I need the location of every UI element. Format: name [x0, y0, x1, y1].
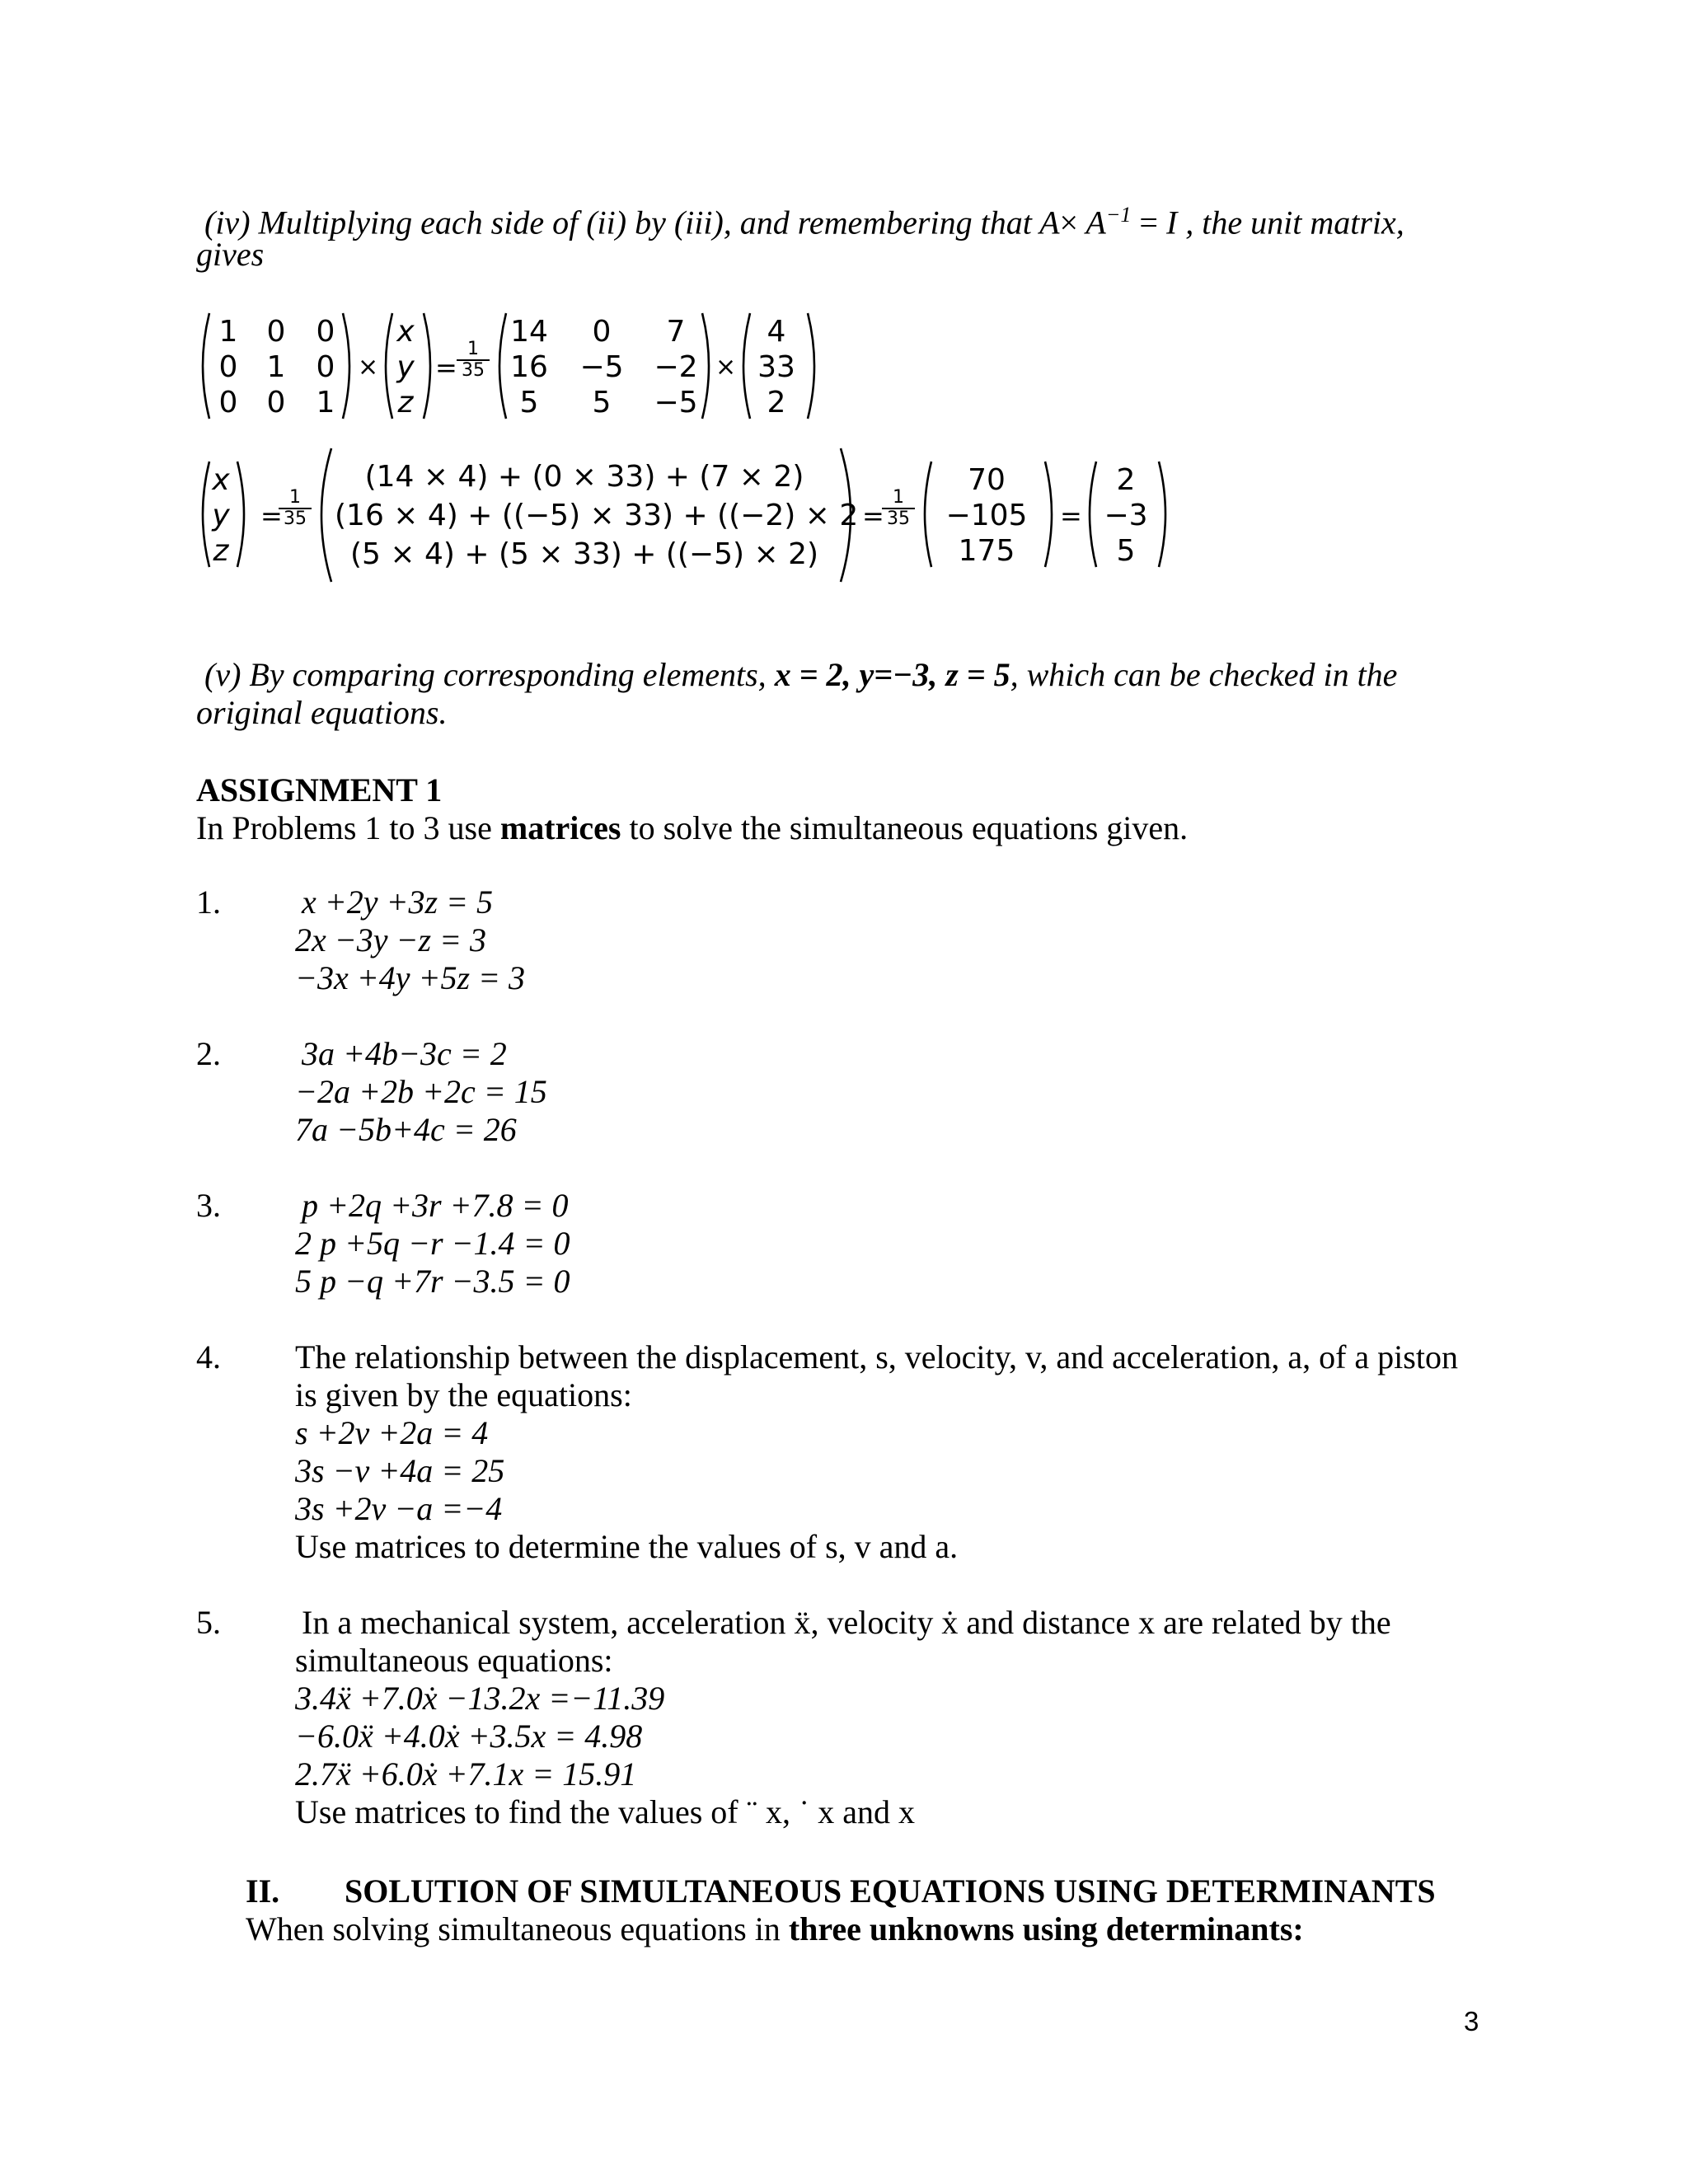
vector-cell: 175	[958, 534, 1015, 568]
times-sign: ×	[358, 353, 379, 382]
right-paren	[1157, 460, 1174, 569]
right-paren	[341, 312, 358, 420]
problem-5-equation: −6.0ẍ +4.0ẋ +3.5x = 4.98	[295, 1718, 643, 1755]
problem-3-equation: p +2q +3r +7.8 = 0	[302, 1187, 569, 1224]
left-paren	[735, 312, 752, 420]
problem-2-number: 2.	[196, 1035, 221, 1072]
vector-cell: 2	[767, 386, 786, 419]
matrix-cell: 1	[218, 315, 238, 349]
matrix-cell: 0	[218, 386, 238, 419]
matrix-cell: 1	[316, 386, 335, 419]
vector-cell: x	[212, 463, 230, 497]
equals-sign: =	[1060, 500, 1082, 532]
vector-cell: −3	[1104, 499, 1148, 532]
problem-2-equation: 3a +4b−3c = 2	[302, 1035, 507, 1072]
matrix-cell: 5	[519, 386, 539, 419]
right-paren	[839, 447, 862, 583]
fraction-one-over-35: $\frac{1}{35}$	[882, 488, 915, 529]
problem-1-equation: 2x −3y −z = 3	[295, 921, 487, 958]
matrix-cell: 14	[510, 315, 548, 349]
vector-cell: 5	[1116, 534, 1136, 568]
vector-cell: −105	[945, 499, 1028, 532]
vector-cell: 33	[757, 350, 795, 384]
vector-cell: y	[396, 350, 415, 384]
problem-5-text: In a mechanical system, acceleration ẍ, velocity ẋ and distance x are related by the	[302, 1604, 1391, 1641]
left-paren	[917, 460, 933, 569]
matrix-cell: −5	[579, 350, 624, 384]
times-sign: ×	[715, 353, 737, 382]
equals-sign: =	[260, 500, 283, 532]
matrix-cell: 0	[316, 350, 335, 384]
problem-4-number: 4.	[196, 1338, 221, 1376]
matrix-cell: 0	[266, 315, 286, 349]
product-row: (14 × 4) + (0 × 33) + (7 × 2)	[364, 460, 804, 494]
matrix-cell: 7	[666, 315, 686, 349]
problem-3-equation: 2 p +5q −r −1.4 = 0	[295, 1225, 570, 1262]
matrix-cell: 0	[218, 350, 238, 384]
problem-5-number: 5.	[196, 1604, 221, 1641]
problem-1-number: 1.	[196, 883, 221, 921]
matrix-cell: 1	[266, 350, 286, 384]
assignment-intro: In Problems 1 to 3 use matrices to solve the simultaneous equations given.	[196, 809, 1189, 846]
equals-sign: =	[862, 500, 884, 532]
left-paren	[195, 312, 211, 420]
section-number: II.	[246, 1872, 280, 1910]
equals-sign: =	[435, 352, 457, 383]
problem-1-equation: −3x +4y +5z = 3	[295, 959, 526, 996]
step-iv-line1: (iv) Multiplying each side of (ii) by (iii), and remembering that $A\times A^{-1} = I$ , the unit matrix,	[204, 203, 1404, 241]
left-paren	[310, 447, 333, 583]
problem-5-text: simultaneous equations:	[295, 1642, 613, 1679]
fraction-one-over-35: $\frac{1}{35}$	[457, 340, 490, 381]
right-paren	[1043, 460, 1060, 569]
matrix-cell: −2	[654, 350, 698, 384]
section-title: SOLUTION OF SIMULTANEOUS EQUATIONS USING DETERMINANTS	[345, 1872, 1436, 1910]
vector-cell: x	[396, 315, 415, 349]
matrix-cell: 5	[592, 386, 612, 419]
vector-cell: 4	[767, 315, 786, 349]
vector-cell: z	[397, 386, 414, 419]
problem-4-equation: 3s +2v −a =−4	[295, 1490, 503, 1527]
vector-cell: y	[212, 499, 230, 532]
right-paren	[806, 312, 823, 420]
product-row: (16 × 4) + ((−5) × 33) + ((−2) × 2	[335, 499, 859, 532]
problem-2-equation: −2a +2b +2c = 15	[295, 1073, 547, 1110]
problem-4-equation: s +2v +2a = 4	[295, 1414, 489, 1451]
problem-5-equation: 3.4ẍ +7.0ẋ −13.2x =−11.39	[295, 1680, 665, 1717]
page-number: 3	[1464, 2006, 1479, 2036]
step-v-line2: original equations.	[196, 694, 448, 731]
problem-1-equation: x +2y +3z = 5	[302, 883, 494, 921]
right-paren	[701, 312, 717, 420]
assignment-heading: ASSIGNMENT 1	[196, 771, 443, 808]
matrix-cell: −5	[654, 386, 698, 419]
product-row: (5 × 4) + (5 × 33) + ((−5) × 2)	[349, 537, 819, 571]
matrix-cell: 0	[266, 386, 286, 419]
vector-cell: 2	[1116, 463, 1136, 497]
vector-cell: z	[213, 534, 229, 568]
problem-3-number: 3.	[196, 1187, 221, 1224]
problem-5-equation: 2.7ẍ +6.0ẋ +7.1x = 15.91	[295, 1755, 637, 1793]
matrix-cell: 0	[592, 315, 612, 349]
problem-5-text: Use matrices to find the values of ¨ x, ˙ x and x	[295, 1793, 916, 1830]
fraction-one-over-35: $\frac{1}{35}$	[279, 488, 312, 529]
left-paren	[1081, 460, 1098, 569]
matrix-cell: 16	[510, 350, 548, 384]
step-v-line1: (v) By comparing corresponding elements, x = 2, y=−3, z = 5, which can be checked in the	[204, 656, 1398, 693]
problem-4-text: is given by the equations:	[295, 1376, 632, 1413]
step-iv-line2: gives	[196, 236, 265, 273]
right-paren	[236, 460, 252, 569]
section-intro: When solving simultaneous equations in three unknowns using determinants:	[246, 1910, 1304, 1947]
problem-3-equation: 5 p −q +7r −3.5 = 0	[295, 1263, 570, 1300]
problem-4-equation: 3s −v +4a = 25	[295, 1452, 505, 1489]
problem-4-text: The relationship between the displacement, s, velocity, v, and acceleration, a, of a piston	[295, 1338, 1458, 1376]
matrix-cell: 0	[316, 315, 335, 349]
vector-cell: 70	[968, 463, 1006, 497]
problem-4-text: Use matrices to determine the values of s, v and a.	[295, 1528, 959, 1565]
problem-2-equation: 7a −5b+4c = 26	[295, 1111, 517, 1148]
